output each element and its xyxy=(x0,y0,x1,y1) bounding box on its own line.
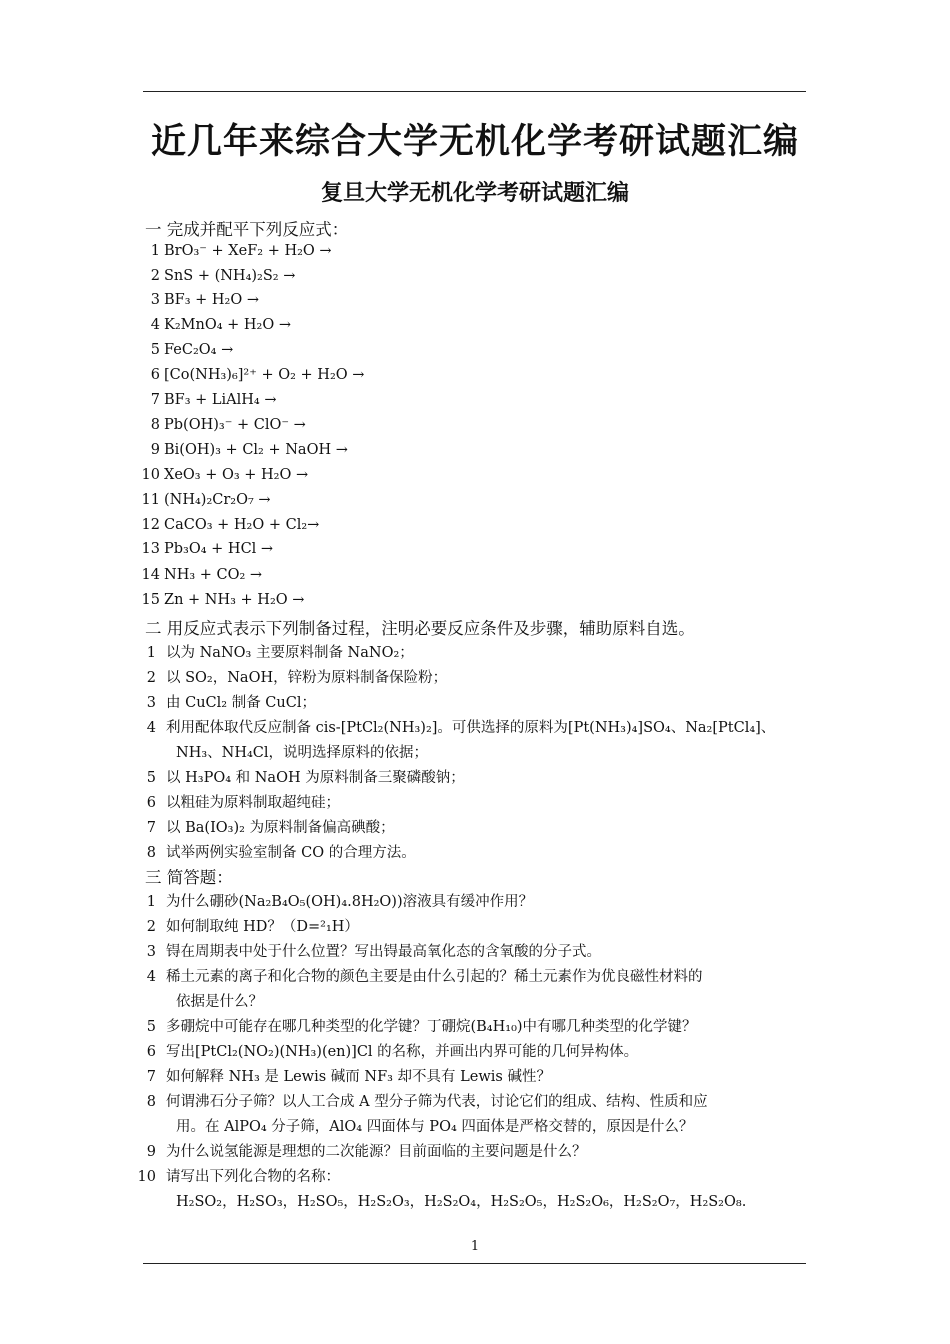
list-item: 9 Bi(OH)₃ + Cl₂ + NaOH → xyxy=(150,442,348,458)
list-item: 8 何谓沸石分子筛？以人工合成 A 型分子筛为代表，讨论它们的组成、结构、性质和应 xyxy=(146,1094,708,1110)
page-number: 1 xyxy=(470,1239,480,1254)
list-item: 14 NH₃ + CO₂ → xyxy=(141,567,263,583)
list-item: 1 以为 NaNO₃ 主要原料制备 NaNO₂； xyxy=(146,645,414,661)
section-1-heading: 一 完成并配平下列反应式： xyxy=(145,220,349,239)
list-item: 1 为什么硼砂(Na₂B₄O₅(OH)₄.8H₂O))溶液具有缓冲作用？ xyxy=(146,894,534,910)
list-item: 11 (NH₄)₂Cr₂O₇ → xyxy=(141,492,271,508)
document-title: 近几年来综合大学无机化学考研试题汇编 xyxy=(150,122,799,162)
list-item: 3 BF₃ + H₂O → xyxy=(150,292,260,308)
list-item: 10 请写出下列化合物的名称： xyxy=(137,1169,340,1185)
list-item-continuation: NH₃、NH₄Cl，说明选择原料的依据； xyxy=(176,745,429,761)
list-item: 5 多硼烷中可能存在哪几种类型的化学键？丁硼烷(B₄H₁₀)中有哪几种类型的化学键？ xyxy=(146,1019,697,1035)
list-item: 3 由 CuCl₂ 制备 CuCl； xyxy=(146,695,316,711)
list-item: 6 写出[PtCl₂(NO₂)(NH₃)(en)]Cl 的名称，并画出内界可能的几何异构体。 xyxy=(146,1044,639,1060)
list-item: 13 Pb₃O₄ + HCl → xyxy=(141,541,274,557)
list-item: 15 Zn + NH₃ + H₂O → xyxy=(141,592,305,608)
list-item: 6 [Co(NH₃)₆]²⁺ + O₂ + H₂O → xyxy=(150,367,365,383)
footer-rule xyxy=(143,1263,806,1264)
list-item: 12 CaCO₃ + H₂O + Cl₂→ xyxy=(141,517,320,533)
list-item: 4 K₂MnO₄ + H₂O → xyxy=(150,317,292,333)
list-item: 4 稀土元素的离子和化合物的颜色主要是由什么引起的？稀土元素作为优良磁性材料的 xyxy=(146,969,703,985)
document-subtitle: 复旦大学无机化学考研试题汇编 xyxy=(320,181,629,206)
list-item: 5 以 H₃PO₄ 和 NaOH 为原料制备三聚磷酸钠； xyxy=(146,770,465,786)
list-item-continuation: H₂SO₂，H₂SO₃，H₂SO₅，H₂S₂O₃，H₂S₂O₄，H₂S₂O₅，H₂S₂O₆，H₂S₂O₇，H₂S₂O₈. xyxy=(176,1194,747,1210)
list-item: 7 如何解释 NH₃ 是 Lewis 碱而 NF₃ 却不具有 Lewis 碱性？ xyxy=(146,1069,551,1085)
list-item: 8 试举两例实验室制备 CO 的合理方法。 xyxy=(146,845,416,861)
list-item: 7 以 Ba(IO₃)₂ 为原料制备偏高碘酸； xyxy=(146,820,395,836)
list-item: 5 FeC₂O₄ → xyxy=(150,342,234,358)
list-item-continuation: 用。在 AlPO₄ 分子筛，AlO₄ 四面体与 PO₄ 四面体是严格交替的，原因是什么？ xyxy=(176,1119,694,1135)
list-item: 4 利用配体取代反应制备 cis-[PtCl₂(NH₃)₂]。可供选择的原料为[Pt(NH₃)₄]SO₄、Na₂[PtCl₄]、 xyxy=(146,720,776,736)
list-item: 3 锝在周期表中处于什么位置？写出锝最高氧化态的含氧酸的分子式。 xyxy=(146,944,601,960)
section-3-heading: 三 简答题： xyxy=(145,868,233,887)
list-item: 8 Pb(OH)₃⁻ + ClO⁻ → xyxy=(150,417,306,433)
list-item: 6 以粗硅为原料制取超纯硅； xyxy=(146,795,340,811)
header-rule xyxy=(143,91,806,92)
list-item: 1 BrO₃⁻ + XeF₂ + H₂O → xyxy=(150,243,332,259)
list-item: 10 XeO₃ + O₃ + H₂O → xyxy=(141,467,309,483)
list-item: 2 以 SO₂，NaOH，锌粉为原料制备保险粉； xyxy=(146,670,448,686)
section-2-heading: 二 用反应式表示下列制备过程，注明必要反应条件及步骤，辅助原料自选。 xyxy=(145,619,695,638)
list-item: 9 为什么说氢能源是理想的二次能源？目前面临的主要问题是什么？ xyxy=(146,1144,587,1160)
list-item: 2 SnS + (NH₄)₂S₂ → xyxy=(150,268,296,284)
list-item-continuation: 依据是什么？ xyxy=(176,994,263,1010)
list-item: 2 如何制取纯 HD？（D=²₁H） xyxy=(146,919,359,935)
list-item: 7 BF₃ + LiAlH₄ → xyxy=(150,392,277,408)
